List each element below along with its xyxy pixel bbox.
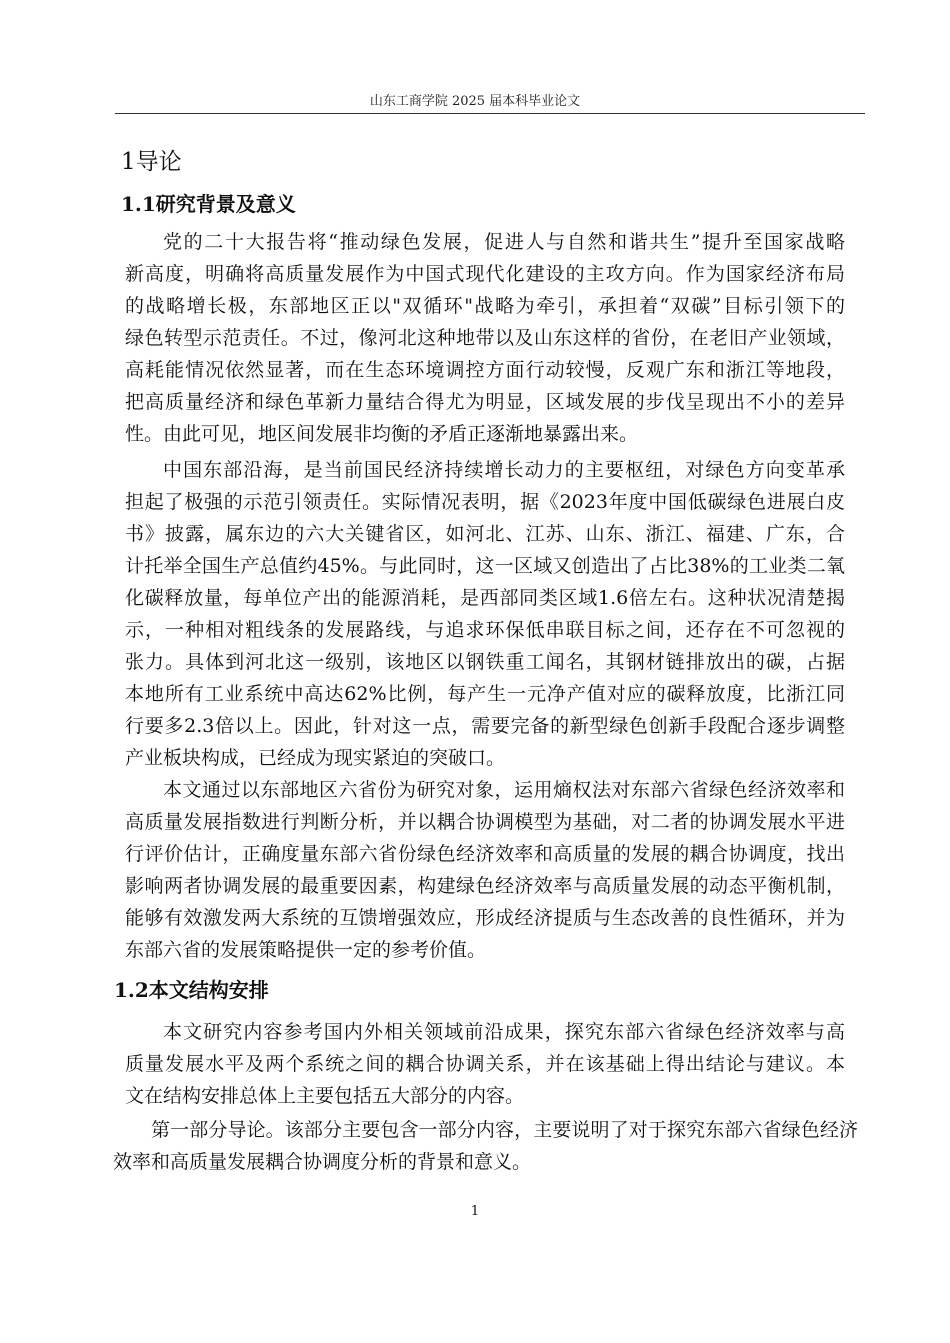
section-heading-1-2: 1.2本文结构安排 (114, 978, 269, 1002)
text-line: 质量发展水平及两个系统之间的耦合协调关系，并在该基础上得出结论与建议。本 (125, 1053, 845, 1075)
header-rule (115, 113, 865, 114)
text-line: 产业板块构成，已经成为现实紧迫的突破口。 (125, 747, 506, 769)
text-line: 本地所有工业系统中高达62%比例，每产生一元净产值对应的碳释放度，比浙江同 (125, 683, 845, 705)
text-line: 高耗能情况依然显著，而在生态环境调控方面行动较慢，反观广东和浙江等地段， (125, 359, 845, 381)
text-line: 书》披露，属东边的六大关键省区，如河北、江苏、山东、浙江、福建、广东，合 (125, 523, 845, 545)
text-line: 化碳释放量，每单位产出的能源消耗，是西部同类区域1.6倍左右。这种状况清楚揭 (125, 587, 845, 609)
text-line: 高质量发展指数进行判断分析，并以耦合协调模型为基础，对二者的协调发展水平进 (125, 811, 845, 833)
text-line: 示，一种相对粗线条的发展路线，与追求环保低串联目标之间，还存在不可忽视的 (125, 619, 845, 641)
page-header: 山东工商学院 2025 届本科毕业论文 (369, 94, 581, 109)
text-line: 本文通过以东部地区六省份为研究对象，运用熵权法对东部六省绿色经济效率和 (163, 779, 845, 801)
text-line: 行要多2.3倍以上。因此，针对这一点，需要完备的新型绿色创新手段配合逐步调整 (125, 715, 845, 737)
text-line: 影响两者协调发展的最重要因素，构建绿色经济效率与高质量发展的动态平衡机制， (125, 875, 845, 897)
text-line: 性。由此可见，地区间发展非均衡的矛盾正逐渐地暴露出来。 (125, 423, 639, 445)
text-line: 第一部分导论。该部分主要包含一部分内容，主要说明了对于探究东部六省绿色经济 (151, 1119, 858, 1141)
text-line: 绿色转型示范责任。不过，像河北这种地带以及山东这样的省份，在老旧产业领域， (125, 327, 845, 349)
text-line: 中国东部沿海，是当前国民经济持续增长动力的主要枢纽，对绿色方向变革承 (163, 459, 845, 481)
text-line: 把高质量经济和绿色革新力量结合得尤为明显，区域发展的步伐呈现出不小的差异 (125, 391, 845, 413)
text-line: 党的二十大报告将“推动绿色发展，促进人与自然和谐共生”提升至国家战略 (163, 231, 845, 253)
text-line: 效率和高质量发展耦合协调度分析的背景和意义。 (113, 1151, 532, 1173)
paragraph-3 (125, 774, 845, 966)
text-line: 能够有效激发两大系统的互馈增强效应，形成经济提质与生态改善的良性循环，并为 (125, 907, 845, 929)
text-line: 张力。具体到河北这一级别，该地区以钢铁重工闻名，其钢材链排放出的碳，占据 (125, 651, 845, 673)
paragraph-1 (125, 226, 845, 450)
text-line: 本文研究内容参考国内外相关领域前沿成果，探究东部六省绿色经济效率与高 (163, 1021, 845, 1043)
paragraph-4 (125, 1016, 845, 1112)
text-line: 东部六省的发展策略提供一定的参考价值。 (125, 939, 487, 961)
text-line: 新高度，明确将高质量发展作为中国式现代化建设的主攻方向。作为国家经济布局 (125, 263, 845, 285)
paragraph-5 (113, 1114, 858, 1178)
text-line: 文在结构安排总体上主要包括五大部分的内容。 (125, 1085, 525, 1107)
chapter-title: 1导论 (121, 149, 182, 175)
text-line: 计托举全国生产总值约45%。与此同时，这一区域又创造出了占比38%的工业类二氧 (125, 555, 845, 577)
page-number: 1 (470, 1204, 480, 1219)
text-line: 行评价估计，正确度量东部六省份绿色经济效率和高质量的发展的耦合协调度，找出 (125, 843, 845, 865)
text-line: 的战略增长极，东部地区正以"双循环"战略为牵引，承担着“双碳”目标引领下的 (125, 295, 845, 317)
paragraph-2 (125, 454, 845, 774)
section-heading-1-1: 1.1研究背景及意义 (121, 192, 296, 216)
text-line: 担起了极强的示范引领责任。实际情况表明，据《2023年度中国低碳绿色进展白皮 (125, 491, 845, 513)
